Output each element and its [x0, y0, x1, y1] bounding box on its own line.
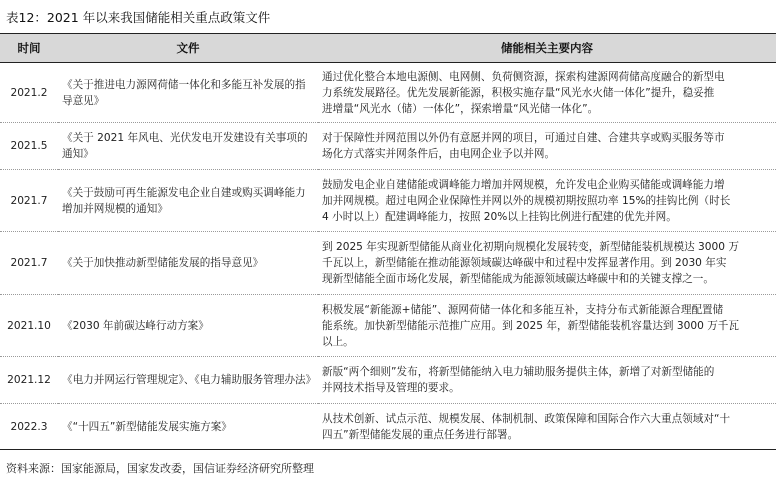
row-document: 《关于推进电力源网荷储一体化和多能互补发展的指导意见》: [58, 63, 318, 123]
header-document: 文件: [58, 34, 318, 63]
row-time: 2021.2: [0, 63, 58, 123]
row-content: [318, 123, 776, 170]
table-row: [0, 404, 776, 450]
content-line: 四五”新型储能发展的重点任务进行部署。: [322, 428, 519, 441]
content-line: 鼓励发电企业自建储能或调峰能力增加并网规模，允许发电企业购买储能或调峰能力增: [322, 178, 725, 191]
content-line: 4 小时以上）配建调峰能力，按照 20%以上挂钩比例进行配建的优先并网。: [322, 210, 677, 223]
row-content: [318, 232, 776, 295]
content-line: 加并网规模。超过电网企业保障性并网以外的规模初期按照功率 15%的挂钩比例（时长: [322, 194, 731, 207]
content-line: 积极发展“新能源+储能”、源网荷储一体化和多能互补，支持分布式新能源合理配置储: [322, 303, 724, 316]
table-row: [0, 170, 776, 232]
content-line: 进增量“风光水（储）一体化”，探索增量“风光储一体化”。: [322, 102, 599, 115]
row-content: [318, 295, 776, 357]
row-content: [318, 63, 776, 123]
content-line: 并网技术指导及管理的要求。: [322, 382, 460, 394]
content-line: 能系统。加快新型储能示范推广应用。到 2025 年，新型储能装机容量达到 3000 万千瓦: [322, 319, 739, 332]
row-document: 《关于鼓励可再生能源发电企业自建或购买调峰能力增加并网规模的通知》: [58, 170, 318, 232]
row-time: 2021.7: [0, 232, 58, 295]
content-line: 现新型储能全面市场化发展，新型储能成为能源领域碳达峰碳中和的关键支撑之一。: [322, 273, 714, 285]
row-document: 《电力并网运行管理规定》、《电力辅助服务管理办法》: [58, 357, 318, 404]
row-content: [318, 404, 776, 450]
content-line: 从技术创新、试点示范、规模发展、体制机制、政策保障和国际合作六大重点领域对“十: [322, 412, 731, 425]
header-time: 时间: [0, 34, 58, 63]
table-title: 表12：2021 年以来我国储能相关重点政策文件: [6, 10, 271, 25]
content-line: 新版“两个细则”发布，将新型储能纳入电力辅助服务提供主体，新增了对新型储能的: [322, 366, 715, 378]
table-row: [0, 357, 776, 404]
content-line: 对于保障性并网范围以外仍有意愿并网的项目，可通过自建、合建共享或购买服务等市: [322, 132, 725, 144]
policy-table: [0, 33, 776, 450]
table-row: [0, 63, 776, 123]
table-header-row: [0, 34, 776, 63]
row-document: 《“十四五”新型储能发展实施方案》: [58, 404, 318, 450]
row-document: 《2030 年前碳达峰行动方案》: [58, 295, 318, 357]
row-time: 2021.5: [0, 123, 58, 170]
content-line: 以上。: [322, 335, 354, 348]
content-line: 到 2025 年实现新型储能从商业化初期向规模化发展转变，新型储能装机规模达 3000 万: [322, 241, 739, 253]
header-content: 储能相关主要内容: [318, 34, 776, 63]
table-row: [0, 123, 776, 170]
row-content: [318, 357, 776, 404]
row-time: 2022.3: [0, 404, 58, 450]
content-line: 场化方式落实并网条件后，由电网企业予以并网。: [322, 148, 556, 160]
row-time: 2021.12: [0, 357, 58, 404]
row-time: 2021.7: [0, 170, 58, 232]
content-line: 千瓦以上，新型储能在推动能源领域碳达峰碳中和过程中发挥显著作用。到 2030 年实: [322, 257, 727, 269]
source-note: 资料来源：国家能源局，国家发改委，国信证券经济研究所整理: [6, 462, 314, 475]
content-line: 通过优化整合本地电源侧、电网侧、负荷侧资源，探索构建源网荷储高度融合的新型电: [322, 70, 725, 83]
table-row: [0, 232, 776, 295]
row-time: 2021.10: [0, 295, 58, 357]
row-content: [318, 170, 776, 232]
row-document: 《关于加快推动新型储能发展的指导意见》: [58, 232, 318, 295]
row-document: 《关于 2021 年风电、光伏发电开发建设有关事项的通知》: [58, 123, 318, 170]
table-row: [0, 295, 776, 357]
content-line: 力系统发展路径。优先发展新能源，积极实施存量“风光水火储一体化”提升，稳妥推: [322, 86, 715, 99]
